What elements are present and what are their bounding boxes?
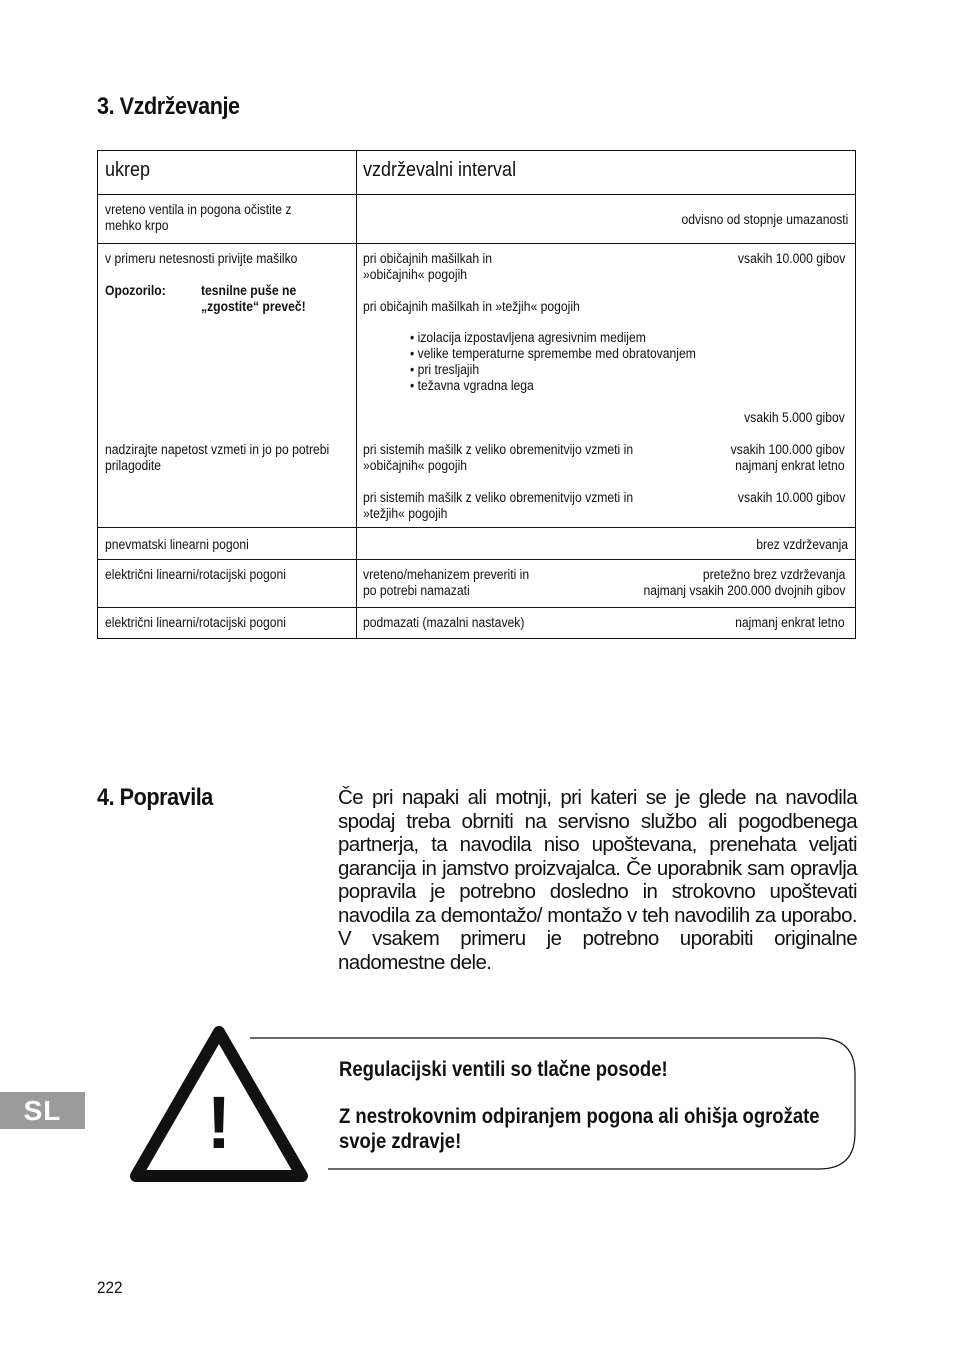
table-column-divider <box>356 151 357 638</box>
table-cell: po potrebi namazati <box>363 583 470 598</box>
maintenance-table <box>97 150 856 639</box>
table-cell: električni linearni/rotacijski pogoni <box>105 567 286 582</box>
table-cell: »običajnih« pogojih <box>363 458 468 473</box>
table-cell: pri običajnih mašilkah in <box>363 251 492 266</box>
table-row-divider <box>98 607 855 608</box>
table-cell: mehko krpo <box>105 218 169 233</box>
table-header-interval: vzdrževalni interval <box>363 159 517 181</box>
table-row-divider <box>98 243 855 244</box>
table-cell: brez vzdrževanja <box>756 537 848 552</box>
list-item: • izolacija izpostavljena agresivnim medijem <box>410 330 646 345</box>
table-row-divider <box>98 559 855 560</box>
table-row-divider <box>98 527 855 528</box>
table-cell: vreteno/mehanizem preveriti in <box>363 567 530 582</box>
table-cell: električni linearni/rotacijski pogoni <box>105 615 286 630</box>
table-cell: »običajnih« pogojih <box>363 267 468 282</box>
table-cell: pnevmatski linearni pogoni <box>105 537 249 552</box>
language-tab: SL <box>0 1092 85 1129</box>
table-cell: najmanj enkrat letno <box>735 458 845 473</box>
exclamation-mark: ! <box>206 1081 232 1164</box>
table-header-action: ukrep <box>105 159 151 181</box>
table-cell: vsakih 5.000 gibov <box>744 410 845 425</box>
table-cell: najmanj enkrat letno <box>735 615 845 630</box>
section-title: 4. Popravila <box>97 784 213 811</box>
table-cell: vreteno ventila in pogona očistite z <box>105 202 292 217</box>
warning-message: Z nestrokovnim odpiranjem pogona ali ohišja ogrožate svoje zdravje! <box>339 1105 820 1153</box>
list-item: • pri tresljajih <box>410 362 480 377</box>
warning-text: „zgostite“ preveč! <box>201 299 306 314</box>
page-number: 222 <box>97 1278 123 1297</box>
table-cell: odvisno od stopnje umazanosti <box>681 212 848 227</box>
table-cell: najmanj vsakih 200.000 dvojnih gibov <box>643 583 845 598</box>
repair-paragraph: Če pri napaki ali motnji, pri kateri se je glede na navodila spodaj treba obrniti na servisno službo ali pogodbenega partnerja, ta navodila niso upoštevana, prenehata veljati garancija in jamstvo proizvajalca. Če uporabnik sam opravlja popravila je potrebno dosledno in strokovno upoštevati navodila za demontažo/ montažo v teh navodilih za uporabo. V vsakem primeru je potrebno uporabiti originalne nadomestne dele. <box>338 786 857 974</box>
table-cell: pri običajnih mašilkah in »težjih« pogojih <box>363 299 580 314</box>
section-title: 3. Vzdrževanje <box>97 93 240 120</box>
table-cell: podmazati (mazalni nastavek) <box>363 615 525 630</box>
table-cell: »težjih« pogojih <box>363 506 448 521</box>
list-item: • velike temperaturne spremembe med obratovanjem <box>410 346 696 361</box>
warning-label: Opozorilo: <box>105 283 166 298</box>
table-cell: pri sistemih mašilk z veliko obremenitvijo vzmeti in <box>363 442 634 457</box>
table-cell: nadzirajte napetost vzmeti in jo po potrebi <box>105 442 330 457</box>
table-cell: vsakih 10.000 gibov <box>737 251 845 266</box>
warning-text: tesnilne puše ne <box>201 283 297 298</box>
table-cell: vsakih 10.000 gibov <box>737 490 845 505</box>
list-item: • težavna vgradna lega <box>410 378 534 393</box>
table-cell: prilagodite <box>105 458 162 473</box>
table-row-divider <box>98 194 855 195</box>
table-cell: pri sistemih mašilk z veliko obremenitvijo vzmeti in <box>363 490 634 505</box>
table-cell: v primeru netesnosti privijte mašilko <box>105 251 298 266</box>
warning-heading: Regulacijski ventili so tlačne posode! <box>339 1058 668 1081</box>
table-cell: pretežno brez vzdrževanja <box>702 567 845 582</box>
table-cell: vsakih 100.000 gibov <box>730 442 845 457</box>
